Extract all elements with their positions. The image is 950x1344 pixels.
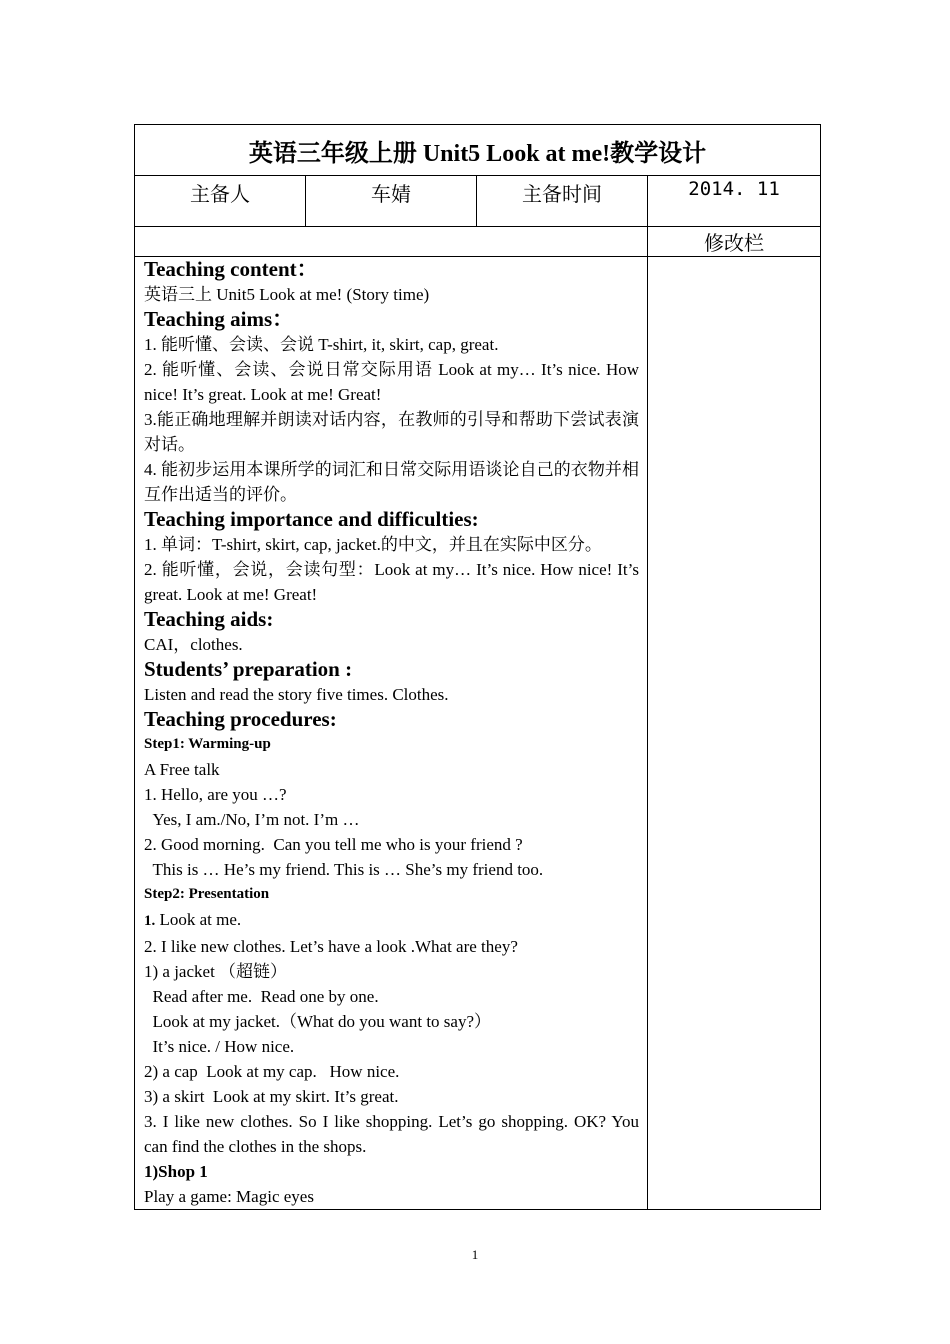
step2-line: Read after me. Read one by one. bbox=[144, 987, 379, 1006]
importance-item: 2. 能听懂，会说，会读句型：Look at my… It’s nice. How nice! It’s great. Look at me! Great! bbox=[144, 560, 644, 604]
step2-line: 2. I like new clothes. Let’s have a look .What are they? bbox=[144, 937, 518, 956]
shop1-title: 1)Shop 1 bbox=[144, 1162, 208, 1181]
step1-line: This is … He’s my friend. This is … She’s my friend too. bbox=[144, 860, 544, 879]
step2-line: 3) a skirt Look at my skirt. It’s great. bbox=[144, 1087, 399, 1106]
teaching-aids-text: CAI，clothes. bbox=[144, 635, 243, 654]
teaching-content-text: 英语三上 Unit5 Look at me! (Story time) bbox=[144, 285, 430, 304]
step1-line: 1. Hello, are you …? bbox=[144, 785, 287, 804]
step2-line: Look at my jacket.（What do you want to say?） bbox=[144, 1012, 491, 1031]
step2-line: It’s nice. / How nice. bbox=[144, 1037, 295, 1056]
step2-shopping-line: 3. I like new clothes. So I like shopping. Let’s go shopping. OK? You can find the clothes in the shops. bbox=[144, 1112, 644, 1156]
lesson-content-cell bbox=[135, 257, 648, 1210]
prep-time-value: 2014. 11 bbox=[648, 176, 821, 227]
aim-item: 2. 能听懂、会读、会说日常交际用语 Look at my… It’s nice. How nice! It’s great. Look at me! Great! bbox=[144, 360, 644, 404]
teaching-aims-heading: Teaching aims： bbox=[144, 307, 294, 331]
step2-line: 1) a jacket （超链） bbox=[144, 962, 288, 981]
revision-column-cell bbox=[648, 257, 821, 1210]
lesson-plan-table bbox=[134, 124, 821, 1210]
aim-item: 3.能正确地理解并朗读对话内容，在教师的引导和帮助下尝试表演对话。 bbox=[144, 410, 639, 454]
blank-header-cell bbox=[135, 227, 648, 257]
teaching-procedures-heading: Teaching procedures: bbox=[144, 707, 337, 731]
preparer-value: 车婧 bbox=[306, 176, 477, 227]
teaching-aids-heading: Teaching aids: bbox=[144, 607, 274, 631]
aim-item: 1. 能听懂、会读、会说 T-shirt, it, skirt, cap, great. bbox=[144, 335, 499, 354]
students-preparation-text: Listen and read the story five times. Clothes. bbox=[144, 685, 449, 704]
importance-heading: Teaching importance and difficulties: bbox=[144, 507, 479, 531]
step2-title: Step2: Presentation bbox=[144, 886, 270, 902]
aim-item: 4. 能初步运用本课所学的词汇和日常交际用语谈论自己的衣物并相互作出适当的评价。 bbox=[144, 460, 639, 504]
step2-line: 2) a cap Look at my cap. How nice. bbox=[144, 1062, 400, 1081]
revision-column-header: 修改栏 bbox=[648, 227, 821, 257]
step1-title: Step1: Warming-up bbox=[144, 736, 271, 752]
page-number: 1 bbox=[471, 1247, 479, 1262]
step2-line bbox=[144, 907, 639, 934]
prep-time-label: 主备时间 bbox=[477, 176, 648, 227]
step2-item1-text: Look at me. bbox=[155, 910, 242, 929]
importance-item: 1. 单词：T-shirt, skirt, cap, jacket.的中文，并且在实际中区分。 bbox=[144, 535, 602, 554]
students-preparation-heading: Students’ preparation : bbox=[144, 657, 353, 681]
shop1-text: Play a game: Magic eyes bbox=[144, 1187, 314, 1206]
step1-line: A Free talk bbox=[144, 760, 220, 779]
step1-line: Yes, I am./No, I’m not. I’m … bbox=[144, 810, 360, 829]
teaching-content-heading: Teaching content： bbox=[144, 257, 318, 281]
document-title: 英语三年级上册 Unit5 Look at me!教学设计 bbox=[135, 125, 821, 176]
step2-item1-number: 1. bbox=[144, 913, 156, 929]
step1-line: 2. Good morning. Can you tell me who is your friend ? bbox=[144, 835, 523, 854]
preparer-label: 主备人 bbox=[135, 176, 306, 227]
